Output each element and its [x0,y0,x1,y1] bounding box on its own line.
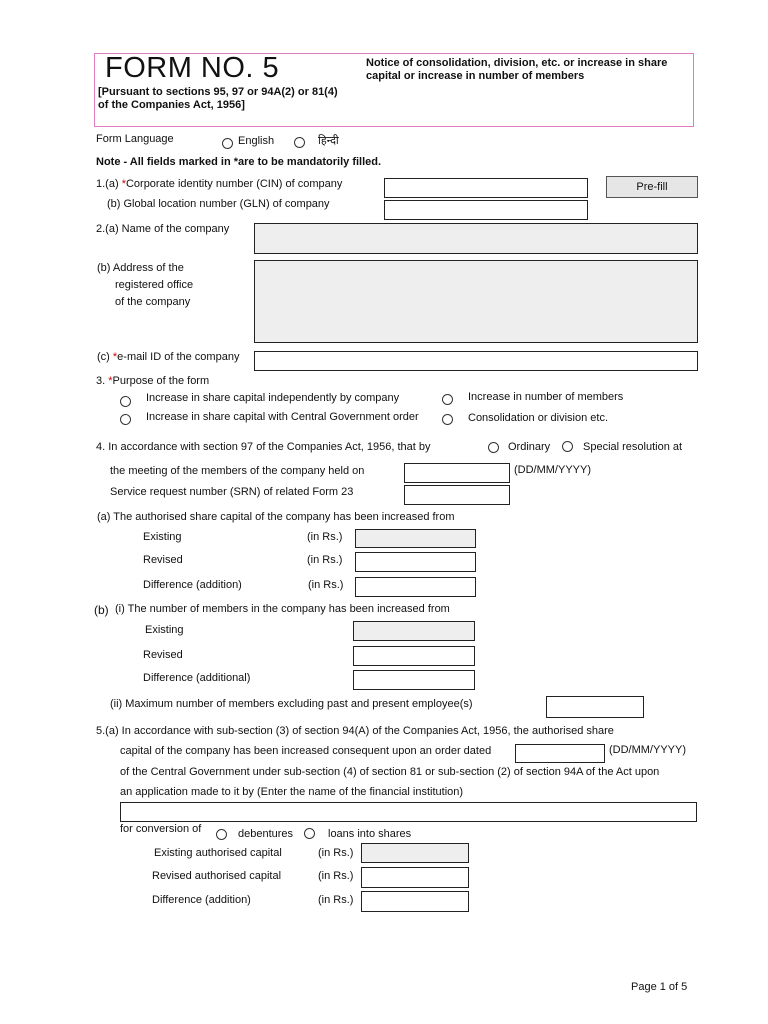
purpose-option-govt-order: Increase in share capital with Central Government order [146,411,419,423]
purpose-label-text: Purpose of the form [112,375,210,387]
page-number: Page 1 of 5 [631,981,688,993]
purpose-radio-members[interactable] [442,394,453,405]
cin-prefix: 1.(a) [96,178,119,190]
section94a-text-3: of the Central Government under sub-section (4) of section 81 or sub-section (2) of section 94A of the Act upon [120,766,660,778]
members-revised-input[interactable] [353,646,475,666]
members-existing-label: Existing [145,624,184,636]
financial-institution-input[interactable] [120,802,697,822]
form-title: FORM NO. 5 [105,52,280,84]
prefill-button[interactable]: Pre-fill [606,176,698,198]
revised-authorised-label: Revised authorised capital [152,870,282,882]
authorised-difference-unit: (in Rs.) [318,894,354,906]
purpose-radio-govt-order[interactable] [120,414,131,425]
company-name-input[interactable] [254,223,698,254]
required-star: * [121,178,126,190]
capital-revised-input[interactable] [355,552,476,572]
capital-difference-input[interactable] [355,577,476,597]
section97-text: 4. In accordance with section 97 of the Companies Act, 1956, that by [96,441,431,453]
order-date-input[interactable] [515,744,605,763]
mandatory-note: Note - All fields marked in *are to be mandatorily filled. [96,156,382,168]
language-hindi-radio[interactable] [294,137,305,148]
cin-label [96,178,342,190]
purpose-option-members: Increase in number of members [468,391,624,403]
capital-existing-unit: (in Rs.) [307,531,343,543]
debentures-label: debentures [238,828,294,840]
authorised-difference-input[interactable] [361,891,469,912]
capital-existing-label: Existing [143,531,182,543]
company-name-label: 2.(a) Name of the company [96,223,230,235]
capital-difference-label: Difference (addition) [143,579,242,591]
address-label-1: (b) Address of the [97,262,184,274]
ordinary-radio[interactable] [488,442,499,453]
address-input[interactable] [254,260,698,343]
revised-authorised-input[interactable] [361,867,469,888]
special-resolution-radio[interactable] [562,441,573,452]
authorised-difference-label: Difference (addition) [152,894,251,906]
loans-radio[interactable] [304,828,315,839]
gln-label: (b) Global location number (GLN) of company [107,198,330,210]
cin-input[interactable] [384,178,588,198]
srn-label: Service request number (SRN) of related Form 23 [110,486,354,498]
email-prefix: (c) [97,351,110,363]
existing-authorised-unit: (in Rs.) [318,847,354,859]
meeting-label: the meeting of the members of the company held on [110,465,365,477]
revised-authorised-unit: (in Rs.) [318,870,354,882]
address-label-3: of the company [115,296,191,308]
existing-authorised-label: Existing authorised capital [154,847,282,859]
purpose-option-consolidation: Consolidation or division etc. [468,412,609,424]
purpose-prefix: 3. [96,375,106,387]
section94a-text-1: 5.(a) In accordance with sub-section (3) of section 94(A) of the Companies Act, 1956, the authorised share [96,725,614,737]
srn-input[interactable] [404,485,510,505]
ordinary-label: Ordinary [508,441,551,453]
conversion-label: for conversion of [120,823,202,835]
email-label-text: e-mail ID of the company [117,351,240,363]
order-date-format: (DD/MM/YYYY) [609,744,686,756]
form-header [94,53,694,127]
section94a-text-4: an application made to it by (Enter the name of the financial institution) [120,786,464,798]
capital-difference-unit: (in Rs.) [308,579,344,591]
purpose-radio-independent[interactable] [120,396,131,407]
capital-revised-unit: (in Rs.) [307,554,343,566]
pursuant-text: [Pursuant to sections 95, 97 or 94A(2) or 81(4) of the Companies Act, 1956] [98,86,338,111]
meeting-date-input[interactable] [404,463,510,483]
purpose-radio-consolidation[interactable] [442,414,453,425]
meeting-date-format: (DD/MM/YYYY) [514,464,591,476]
cin-label-text: Corporate identity number (CIN) of company [125,178,343,190]
members-existing-input[interactable] [353,621,475,641]
members-difference-label: Difference (additional) [143,672,251,684]
loans-label: loans into shares [328,828,412,840]
email-label [97,351,239,363]
language-english-radio[interactable] [222,138,233,149]
debentures-radio[interactable] [216,829,227,840]
language-english-label: English [238,135,275,147]
required-star: * [112,351,118,363]
members-section-label: (b) [94,603,109,617]
address-label-2: registered office [115,279,194,291]
members-difference-input[interactable] [353,670,475,690]
email-input[interactable] [254,351,698,371]
language-label: Form Language [96,133,174,145]
members-revised-label: Revised [143,649,183,661]
authorised-capital-heading: (a) The authorised share capital of the company has been increased from [97,511,455,523]
max-members-label: (ii) Maximum number of members excluding past and present employee(s) [110,698,473,710]
capital-revised-label: Revised [143,554,183,566]
gln-input[interactable] [384,200,588,220]
capital-existing-input[interactable] [355,529,476,548]
language-hindi-label: हिन्दी [318,135,339,147]
notice-text: Notice of consolidation, division, etc. or increase in share capital or increase in number of members [366,57,668,82]
required-star: * [108,375,113,387]
members-heading: (i) The number of members in the company has been increased from [115,603,450,615]
purpose-label [96,375,209,387]
section94a-text-2: capital of the company has been increased consequent upon an order dated [120,745,492,757]
purpose-option-independent: Increase in share capital independently by company [146,392,400,404]
existing-authorised-input[interactable] [361,843,469,863]
special-resolution-label: Special resolution at [583,441,683,453]
max-members-input[interactable] [546,696,644,718]
